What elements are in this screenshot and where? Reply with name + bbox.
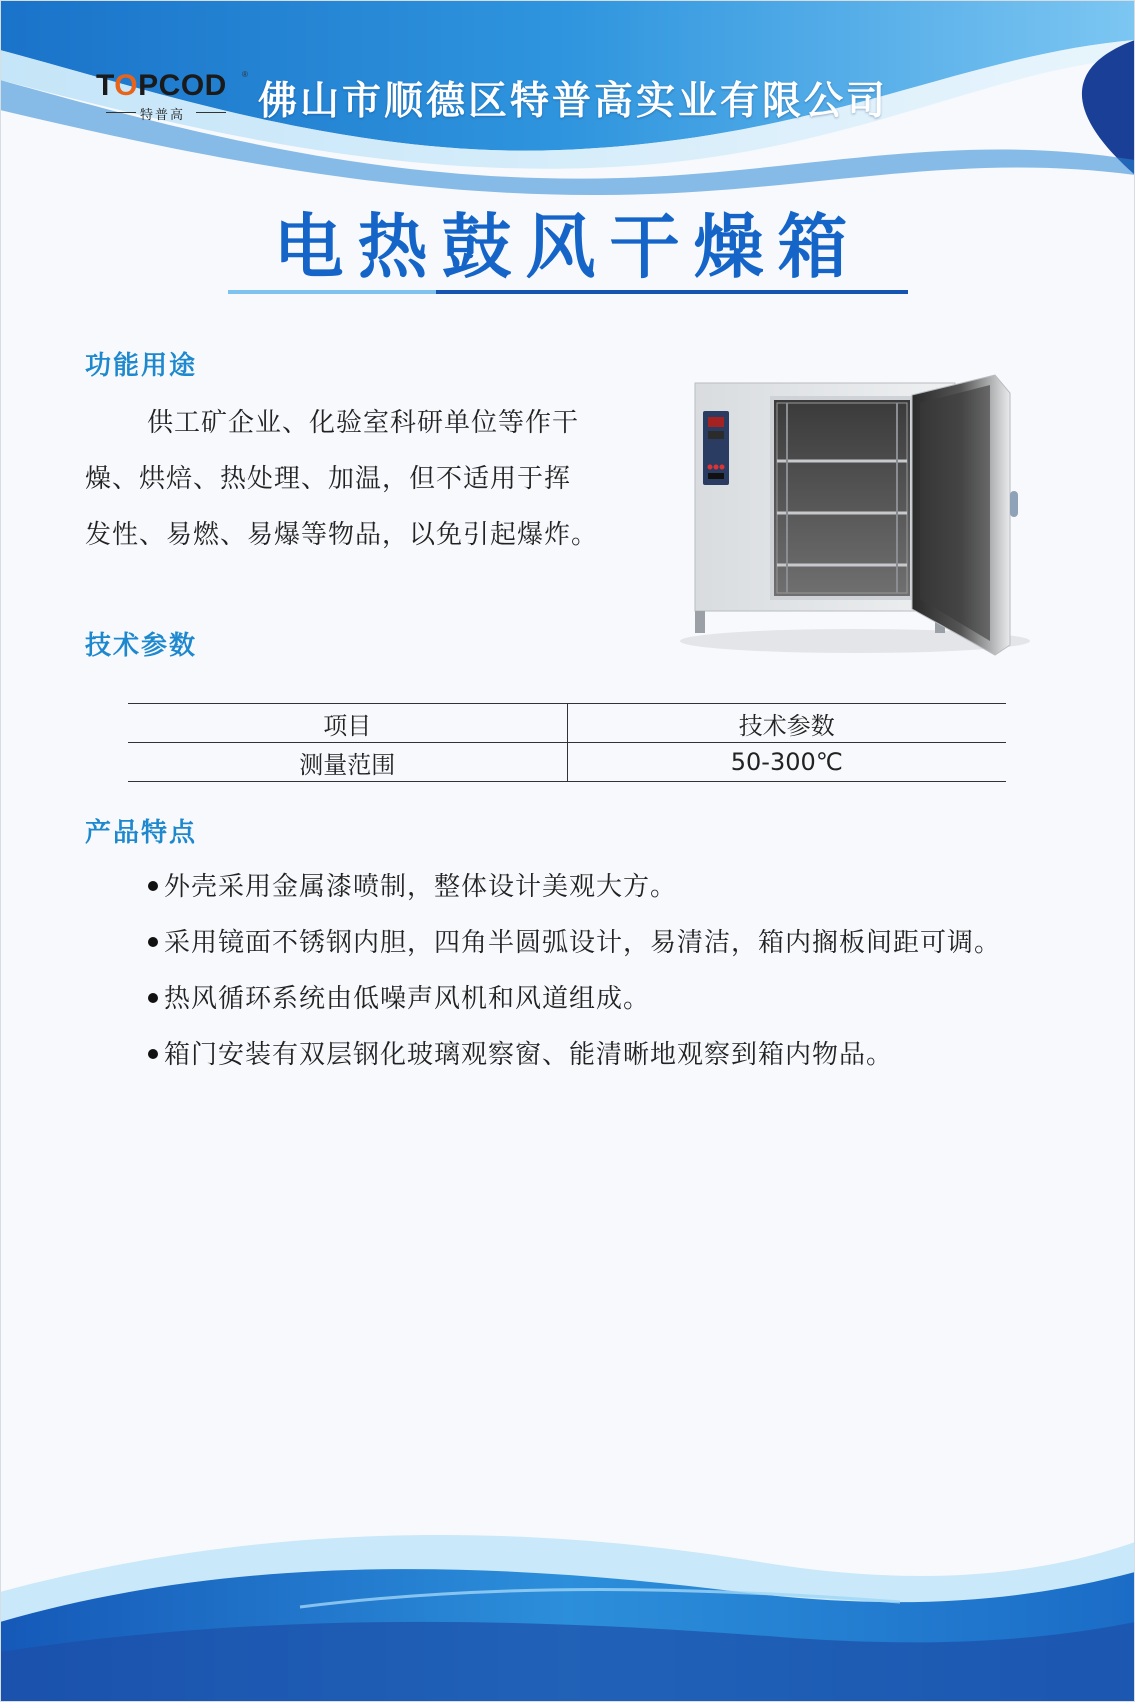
usage-heading: 功能用途: [85, 351, 198, 381]
logo-line-right: [196, 112, 226, 113]
usage-line: 供工矿企业、化验室科研单位等作干: [147, 408, 580, 438]
feature-text: 箱门安装有双层钢化玻璃观察窗、能清晰地观察到箱内物品。: [164, 1040, 894, 1070]
table-header-cell: 技术参数: [567, 704, 1006, 743]
title-underline-accent: [436, 290, 908, 294]
company-logo: [96, 68, 246, 124]
bullet-icon: [148, 937, 158, 947]
feature-text: 热风循环系统由低噪声风机和风道组成。: [164, 984, 651, 1014]
specs-heading: 技术参数: [85, 631, 198, 661]
table-header-row: [128, 704, 1006, 743]
page-title: 电热鼓风干燥箱: [273, 206, 862, 288]
usage-line: 燥、烘焙、热处理、加温，但不适用于挥: [85, 464, 572, 494]
features-heading: 产品特点: [85, 818, 198, 848]
bullet-icon: [148, 993, 158, 1003]
usage-paragraph: [85, 395, 660, 563]
logo-line-left: [106, 112, 136, 113]
feature-text: 外壳采用金属漆喷制，整体设计美观大方。: [164, 872, 678, 902]
list-item: [148, 859, 1001, 915]
features-list: [148, 859, 1001, 1083]
company-name: 佛山市顺德区特普高实业有限公司: [258, 79, 889, 124]
table-header-cell: 项目: [128, 704, 567, 743]
logo-trademark: ®: [242, 70, 248, 79]
bullet-icon: [148, 1049, 158, 1059]
drying-oven-image: [665, 373, 1045, 663]
list-item: [148, 1027, 1001, 1083]
bottom-wave-decoration: [0, 1502, 1135, 1702]
table-cell: 测量范围: [128, 743, 567, 782]
bullet-icon: [148, 881, 158, 891]
table-cell: 50-300℃: [567, 743, 1006, 782]
feature-text: 采用镜面不锈钢内胆，四角半圆弧设计，易清洁，箱内搁板间距可调。: [164, 928, 1002, 958]
list-item: [148, 915, 1001, 971]
list-item: [148, 971, 1001, 1027]
logo-subtitle: 特普高: [140, 108, 186, 123]
logo-wordmark: TOPCOD: [96, 69, 227, 102]
specs-table: [128, 703, 1006, 782]
table-row: [128, 743, 1006, 782]
usage-line: 发性、易燃、易爆等物品，以免引起爆炸。: [85, 520, 599, 550]
